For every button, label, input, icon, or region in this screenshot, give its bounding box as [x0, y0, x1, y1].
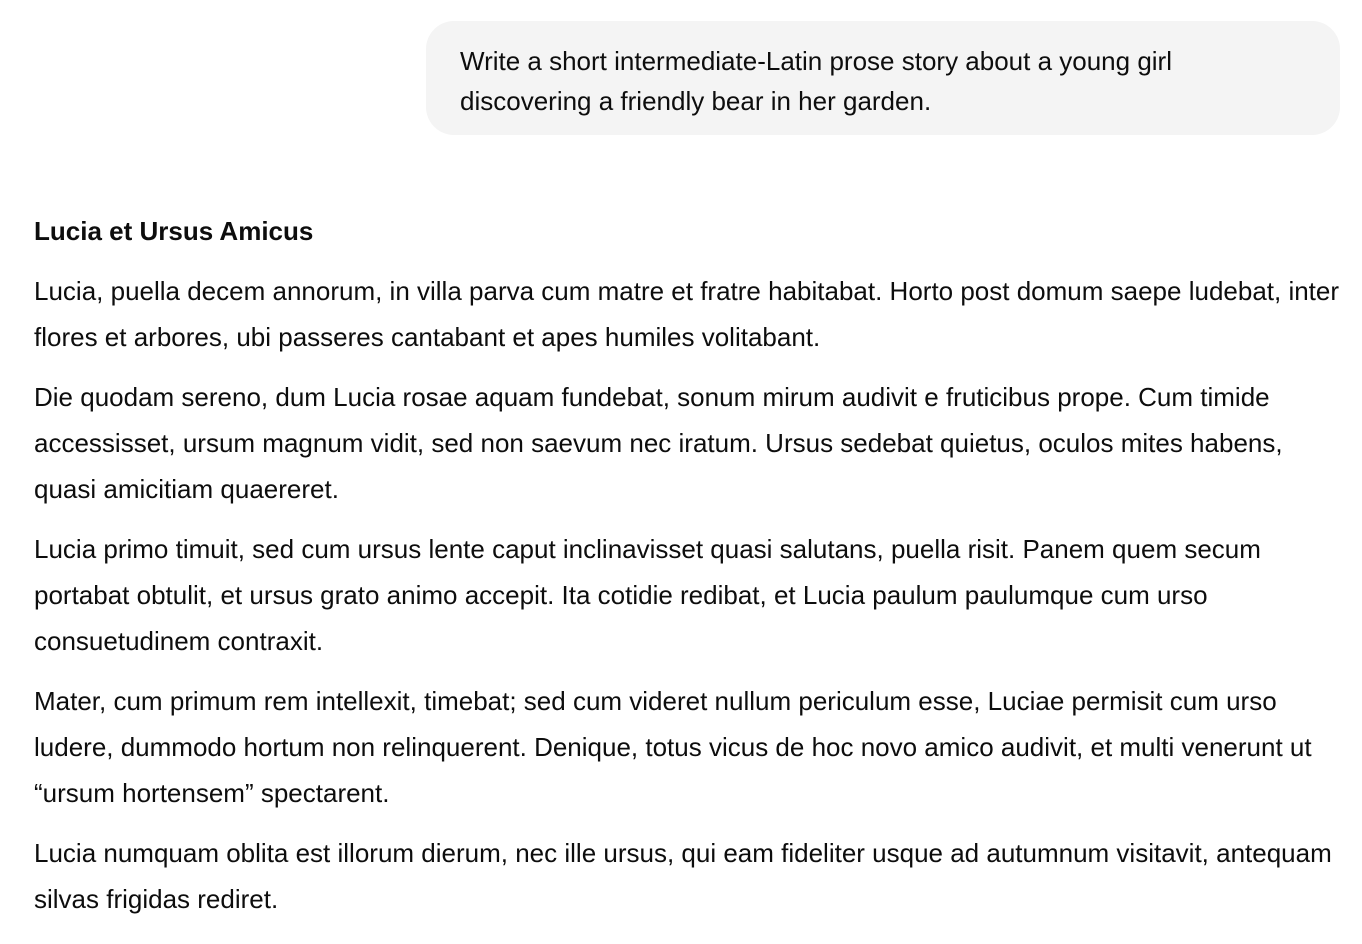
- story-paragraph: Lucia primo timuit, sed cum ursus lente caput inclinavisset quasi salutans, puella risit. Panem quem secum portabat obtulit, et ursus grato animo accepit. Ita cotidie redibat, et Lucia paulum paulumque cum urso consuetudinem contraxit.: [34, 534, 1261, 656]
- story-paragraph: Lucia numquam oblita est illorum dierum, nec ille ursus, qui eam fideliter usque ad autumnum visitavit, antequam silvas frigidas rediret.: [34, 838, 1332, 914]
- user-message-bubble: [426, 21, 1340, 135]
- story-paragraph: Die quodam sereno, dum Lucia rosae aquam fundebat, sonum mirum audivit e fruticibus prope. Cum timide accessisset, ursum magnum vidit, sed non saevum nec iratum. Ursus sedebat quietus, oculos mites habens, quasi amicitiam quaereret.: [34, 382, 1283, 504]
- user-message-text: Write a short intermediate-Latin prose story about a young girl discovering a friendly bear in her garden.: [460, 46, 1172, 116]
- story-title: Lucia et Ursus Amicus: [34, 216, 314, 246]
- assistant-response: [34, 208, 1344, 936]
- story-paragraph: Mater, cum primum rem intellexit, timebat; sed cum videret nullum periculum esse, Luciae permisit cum urso ludere, dummodo hortum non relinquerent. Denique, totus vicus de hoc novo amico audivit, et multi venerunt ut “ursum hortensem” spectarent.: [34, 686, 1312, 808]
- story-paragraph: Lucia, puella decem annorum, in villa parva cum matre et fratre habitabat. Horto post domum saepe ludebat, inter flores et arbores, ubi passeres cantabant et apes humiles volitabant.: [34, 276, 1340, 352]
